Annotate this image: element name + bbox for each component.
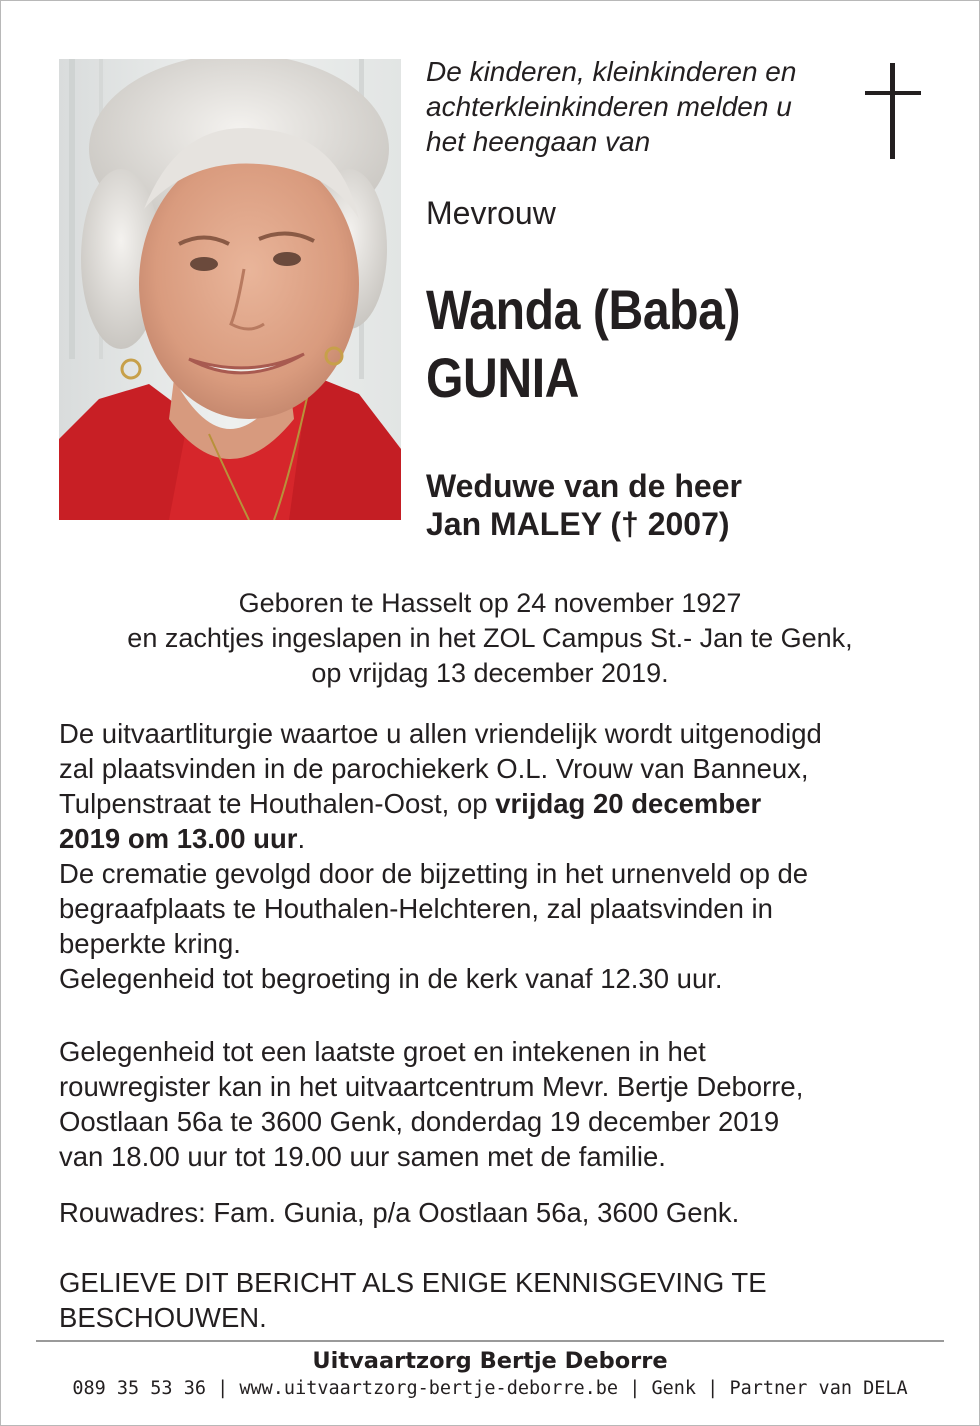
portrait-illustration [59,59,401,520]
portrait-photo [59,59,401,520]
farewell-line-1: Gelegenheid tot een laatste groet en intekenen in het [59,1036,706,1067]
birth-line-1: Geboren te Hasselt op 24 november 1927 [238,588,742,618]
widow-of [426,467,742,543]
liturgy-paragraph [59,716,939,996]
liturgy-line-7: beperkte kring. [59,928,241,959]
widow-line-1: Weduwe van de heer [426,468,742,504]
notice-text [59,1265,939,1335]
widow-line-2: Jan MALEY († 2007) [426,506,730,542]
deceased-name [426,276,740,412]
intro-text [426,54,846,159]
liturgy-line-8: Gelegenheid tot begroeting in de kerk vanaf 12.30 uur. [59,963,723,994]
name-line-2: GUNIA [426,346,580,409]
farewell-paragraph [59,1034,939,1174]
intro-line-3: het heengaan van [426,126,651,157]
notice-line-1: GELIEVE DIT BERICHT ALS ENIGE KENNISGEVING TE [59,1267,767,1298]
name-line-1: Wanda (Baba) [426,278,741,341]
funeral-home-contact: 089 35 53 36 | www.uitvaartzorg-bertje-deborre.be | Genk | Partner van DELA [72,1378,908,1399]
funeral-home-name: Uitvaartzorg Bertje Deborre [312,1348,668,1374]
liturgy-line-4b: . [297,823,306,854]
liturgy-time-bold: 2019 om 13.00 uur [59,823,298,854]
intro-line-1: De kinderen, kleinkinderen en [426,56,797,87]
liturgy-date-bold: vrijdag 20 december [495,788,762,819]
notice-line-2: BESCHOUWEN. [59,1302,267,1333]
farewell-line-2: rouwregister kan in het uitvaartcentrum Mevr. Bertje Deborre, [59,1071,804,1102]
liturgy-line-6: begraafplaats te Houthalen-Helchteren, zal plaatsvinden in [59,893,773,924]
footer-divider [36,1340,944,1342]
intro-line-2: achterkleinkinderen melden u [426,91,792,122]
title-salutation: Mevrouw [426,195,556,231]
cross-icon [865,63,921,159]
farewell-line-3: Oostlaan 56a te 3600 Genk, donderdag 19 december 2019 [59,1106,780,1137]
birth-line-2: en zachtjes ingeslapen in het ZOL Campus St.- Jan te Genk, [127,623,853,653]
liturgy-line-5: De crematie gevolgd door de bijzetting in het urnenveld op de [59,858,809,889]
birth-death-info [40,586,940,691]
birth-line-3: op vrijdag 13 december 2019. [311,658,669,688]
farewell-line-4: van 18.00 uur tot 19.00 uur samen met de familie. [59,1141,666,1172]
mourning-address: Rouwadres: Fam. Gunia, p/a Oostlaan 56a, 3600 Genk. [59,1197,740,1228]
liturgy-line-1: De uitvaartliturgie waartoe u allen vriendelijk wordt uitgenodigd [59,718,822,749]
liturgy-line-3a: Tulpenstraat te Houthalen-Oost, op [59,788,496,819]
liturgy-line-2: zal plaatsvinden in de parochiekerk O.L. Vrouw van Banneux, [59,753,809,784]
